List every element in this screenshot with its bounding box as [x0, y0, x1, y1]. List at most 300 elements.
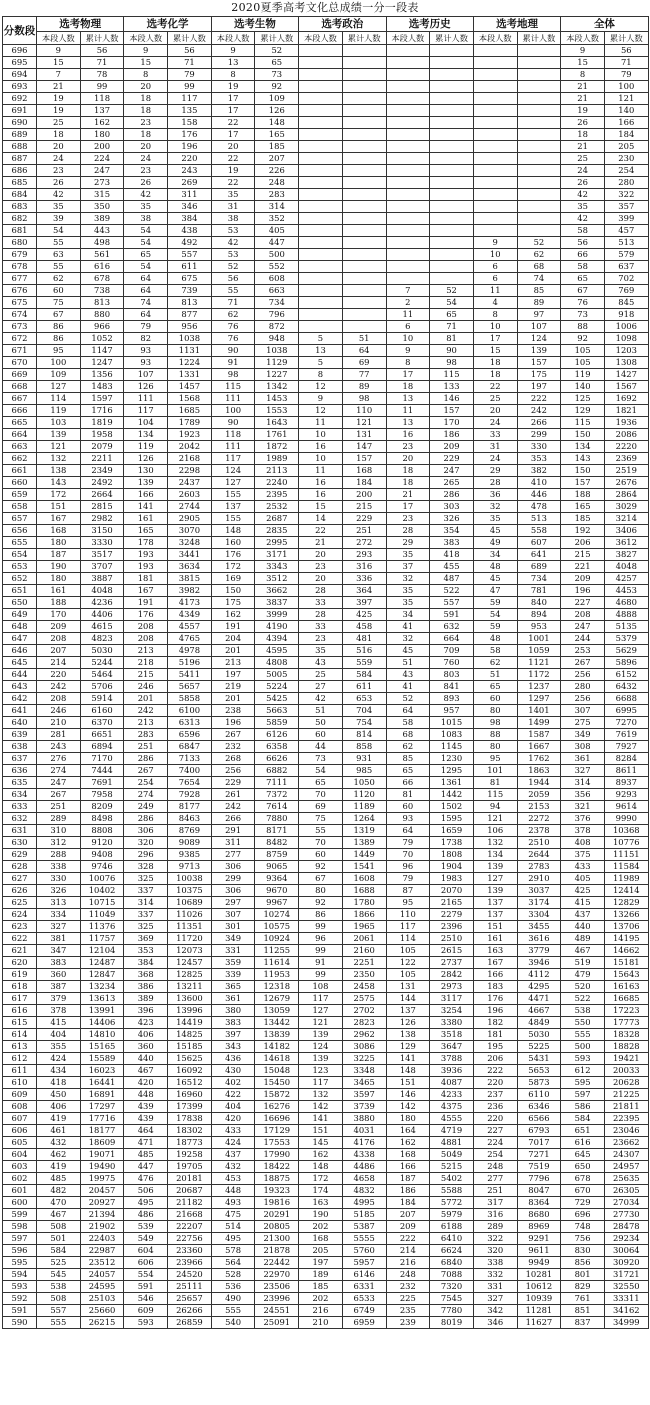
- count-cell: 174: [299, 1185, 343, 1197]
- count-cell: 146: [430, 393, 474, 405]
- score-cell: 663: [3, 441, 37, 453]
- count-cell: 25: [473, 393, 517, 405]
- count-cell: 2165: [430, 897, 474, 909]
- count-cell: 18609: [80, 1137, 124, 1149]
- count-cell: 7: [37, 69, 81, 81]
- count-cell: 45: [473, 525, 517, 537]
- count-cell: 215: [124, 669, 168, 681]
- score-cell: 641: [3, 705, 37, 717]
- count-cell: 197: [299, 1257, 343, 1269]
- count-cell: 320: [124, 837, 168, 849]
- table-row: [3, 837, 649, 849]
- count-cell: 32: [386, 573, 430, 585]
- count-cell: 18177: [80, 1125, 124, 1137]
- count-cell: 1597: [80, 393, 124, 405]
- count-cell: 6749: [342, 1305, 386, 1317]
- count-cell: 7780: [430, 1305, 474, 1317]
- count-cell: 33: [299, 621, 343, 633]
- count-cell: 201: [211, 693, 255, 705]
- count-cell: 19816: [255, 1197, 299, 1209]
- count-cell: 11255: [255, 945, 299, 957]
- count-cell: 6370: [80, 717, 124, 729]
- sub-header-count: 本段人数: [386, 32, 430, 45]
- count-cell: 464: [124, 1125, 168, 1137]
- count-cell: 166: [124, 489, 168, 501]
- count-cell: 419: [37, 1113, 81, 1125]
- count-cell: 3037: [517, 885, 561, 897]
- count-cell: 222: [473, 1065, 517, 1077]
- count-cell: 550: [561, 1017, 605, 1029]
- score-cell: 644: [3, 669, 37, 681]
- count-cell: 70: [299, 837, 343, 849]
- count-cell: 7017: [517, 1137, 561, 1149]
- count-cell: 12104: [80, 945, 124, 957]
- count-cell: 2702: [342, 1005, 386, 1017]
- count-cell: [299, 189, 343, 201]
- count-cell: [386, 213, 430, 225]
- count-cell: 1401: [517, 705, 561, 717]
- count-cell: 165: [561, 501, 605, 513]
- count-cell: 670: [561, 1185, 605, 1197]
- count-cell: 2395: [255, 489, 299, 501]
- table-row: [3, 1041, 649, 1053]
- count-cell: 280: [604, 177, 648, 189]
- count-cell: 5979: [430, 1209, 474, 1221]
- count-cell: 3788: [430, 1053, 474, 1065]
- score-cell: 627: [3, 873, 37, 885]
- count-cell: [430, 105, 474, 117]
- count-cell: 16092: [168, 1065, 212, 1077]
- count-cell: 5629: [604, 645, 648, 657]
- count-cell: 549: [124, 1233, 168, 1245]
- count-cell: 22442: [255, 1257, 299, 1269]
- count-cell: 520: [561, 981, 605, 993]
- count-cell: 31721: [604, 1269, 648, 1281]
- count-cell: 558: [517, 525, 561, 537]
- count-cell: [430, 213, 474, 225]
- count-cell: [342, 165, 386, 177]
- count-cell: 734: [517, 573, 561, 585]
- count-cell: 150: [561, 429, 605, 441]
- count-cell: 167: [124, 585, 168, 597]
- count-cell: 137: [80, 105, 124, 117]
- count-cell: 31: [473, 441, 517, 453]
- count-cell: 2835: [255, 525, 299, 537]
- count-cell: 18328: [604, 1029, 648, 1041]
- count-cell: 8937: [604, 777, 648, 789]
- count-cell: 85: [517, 285, 561, 297]
- count-cell: 353: [517, 453, 561, 465]
- score-cell: 694: [3, 69, 37, 81]
- count-cell: 208: [124, 633, 168, 645]
- score-cell: 669: [3, 369, 37, 381]
- count-cell: 22: [473, 381, 517, 393]
- score-cell: 595: [3, 1257, 37, 1269]
- count-cell: 73: [561, 309, 605, 321]
- count-cell: 193: [124, 561, 168, 573]
- count-cell: 739: [168, 285, 212, 297]
- count-cell: 26305: [604, 1185, 648, 1197]
- count-cell: [342, 309, 386, 321]
- count-cell: 325: [124, 873, 168, 885]
- count-cell: 1006: [604, 321, 648, 333]
- table-header: [3, 17, 649, 45]
- page-title: 2020夏季高考文化总成绩一分一段表: [231, 1, 419, 14]
- count-cell: 157: [517, 357, 561, 369]
- count-cell: 10076: [80, 873, 124, 885]
- count-cell: [517, 81, 561, 93]
- count-cell: 4557: [168, 621, 212, 633]
- count-cell: 1716: [80, 405, 124, 417]
- score-cell: 594: [3, 1269, 37, 1281]
- count-cell: 183: [473, 981, 517, 993]
- count-cell: 306: [211, 861, 255, 873]
- table-row: [3, 549, 649, 561]
- count-cell: [386, 189, 430, 201]
- count-cell: 21182: [168, 1197, 212, 1209]
- count-cell: [342, 177, 386, 189]
- count-cell: 48: [473, 633, 517, 645]
- count-cell: 133: [430, 381, 474, 393]
- table-row: [3, 561, 649, 573]
- count-cell: 338: [473, 1257, 517, 1269]
- count-cell: 13: [299, 345, 343, 357]
- count-cell: 28: [299, 609, 343, 621]
- count-cell: 20805: [255, 1221, 299, 1233]
- count-cell: 23512: [80, 1257, 124, 1269]
- count-cell: 25: [561, 153, 605, 165]
- count-cell: 58: [386, 717, 430, 729]
- count-cell: 557: [168, 249, 212, 261]
- count-cell: 437: [211, 1149, 255, 1161]
- count-cell: 593: [561, 1053, 605, 1065]
- count-cell: 180: [37, 573, 81, 585]
- count-cell: 2737: [430, 957, 474, 969]
- count-cell: 60: [386, 801, 430, 813]
- count-cell: 115: [473, 789, 517, 801]
- count-cell: [386, 93, 430, 105]
- count-cell: 5896: [604, 657, 648, 669]
- count-cell: 209: [386, 1221, 430, 1233]
- count-cell: 117: [168, 93, 212, 105]
- count-cell: 20033: [604, 1065, 648, 1077]
- count-cell: 314: [124, 897, 168, 909]
- count-cell: 11614: [255, 957, 299, 969]
- count-cell: 23: [124, 165, 168, 177]
- count-cell: 14662: [604, 945, 648, 957]
- count-cell: 8177: [168, 801, 212, 813]
- count-cell: 438: [168, 225, 212, 237]
- count-cell: 87: [386, 885, 430, 897]
- count-cell: 5914: [80, 693, 124, 705]
- count-cell: 446: [517, 489, 561, 501]
- count-cell: 162: [386, 1137, 430, 1149]
- count-cell: 8759: [255, 849, 299, 861]
- count-cell: 20: [473, 405, 517, 417]
- score-cell: 670: [3, 357, 37, 369]
- count-cell: 555: [37, 1317, 81, 1329]
- count-cell: [473, 213, 517, 225]
- count-cell: 948: [255, 333, 299, 345]
- count-cell: 17553: [255, 1137, 299, 1149]
- count-cell: 90: [211, 417, 255, 429]
- count-cell: 130: [124, 465, 168, 477]
- count-cell: 1659: [430, 825, 474, 837]
- count-cell: 8769: [168, 825, 212, 837]
- count-cell: 301: [211, 921, 255, 933]
- count-cell: [517, 177, 561, 189]
- count-cell: 597: [561, 1089, 605, 1101]
- count-cell: 3171: [255, 549, 299, 561]
- score-cell: 683: [3, 201, 37, 213]
- score-cell: 645: [3, 657, 37, 669]
- count-cell: 2982: [80, 513, 124, 525]
- count-cell: 299: [517, 429, 561, 441]
- count-cell: 595: [561, 1077, 605, 1089]
- count-cell: 769: [604, 285, 648, 297]
- count-cell: 176: [211, 549, 255, 561]
- count-cell: 21: [37, 81, 81, 93]
- count-cell: 3612: [604, 537, 648, 549]
- count-cell: 79: [124, 321, 168, 333]
- count-cell: 75: [299, 813, 343, 825]
- count-cell: 51: [342, 333, 386, 345]
- count-cell: 1568: [168, 393, 212, 405]
- count-cell: [342, 57, 386, 69]
- count-cell: 1688: [342, 885, 386, 897]
- count-cell: 91: [299, 957, 343, 969]
- count-cell: 10939: [517, 1293, 561, 1305]
- count-cell: 24307: [604, 1149, 648, 1161]
- count-cell: 162: [211, 609, 255, 621]
- count-cell: 6624: [430, 1245, 474, 1257]
- count-cell: 3634: [168, 561, 212, 573]
- count-cell: 86: [299, 909, 343, 921]
- count-cell: 106: [473, 825, 517, 837]
- count-cell: 36: [473, 489, 517, 501]
- count-cell: 142: [299, 1101, 343, 1113]
- count-cell: 7927: [604, 741, 648, 753]
- count-cell: 894: [517, 609, 561, 621]
- count-cell: 81: [473, 777, 517, 789]
- count-cell: 433: [561, 861, 605, 873]
- count-cell: 65: [473, 681, 517, 693]
- count-cell: 10: [473, 321, 517, 333]
- count-cell: 514: [211, 1221, 255, 1233]
- count-cell: 4978: [168, 645, 212, 657]
- count-cell: 13059: [255, 1005, 299, 1017]
- count-cell: 187: [386, 1173, 430, 1185]
- count-cell: 5244: [80, 657, 124, 669]
- count-cell: 1247: [80, 357, 124, 369]
- sub-header-cumulative: 累计人数: [255, 32, 299, 45]
- count-cell: 4849: [517, 1017, 561, 1029]
- count-cell: 39: [37, 213, 81, 225]
- count-cell: 13234: [80, 981, 124, 993]
- count-cell: 1958: [80, 429, 124, 441]
- count-cell: 8611: [604, 765, 648, 777]
- score-cell: 650: [3, 597, 37, 609]
- count-cell: 11627: [517, 1317, 561, 1329]
- count-cell: 99: [80, 81, 124, 93]
- count-cell: 4486: [342, 1161, 386, 1173]
- count-cell: 31: [211, 201, 255, 213]
- count-cell: 12318: [255, 981, 299, 993]
- count-cell: 58: [561, 261, 605, 273]
- count-cell: [299, 213, 343, 225]
- count-cell: 196: [168, 141, 212, 153]
- count-cell: 73: [255, 69, 299, 81]
- count-cell: 6313: [168, 717, 212, 729]
- count-cell: 235: [386, 1305, 430, 1317]
- count-cell: [342, 129, 386, 141]
- count-cell: 349: [211, 933, 255, 945]
- count-cell: 53: [211, 225, 255, 237]
- count-cell: 226: [255, 165, 299, 177]
- count-cell: 325: [124, 921, 168, 933]
- count-cell: 210: [37, 717, 81, 729]
- count-cell: 18875: [255, 1173, 299, 1185]
- count-cell: 306: [124, 825, 168, 837]
- count-cell: 89: [517, 297, 561, 309]
- count-cell: 501: [37, 1233, 81, 1245]
- count-cell: 139: [299, 1053, 343, 1065]
- score-cell: 631: [3, 825, 37, 837]
- count-cell: 320: [473, 1245, 517, 1257]
- count-cell: 6533: [342, 1293, 386, 1305]
- count-cell: 111: [211, 441, 255, 453]
- count-cell: 18: [124, 93, 168, 105]
- sub-header-count: 本段人数: [473, 32, 517, 45]
- count-cell: 216: [386, 1257, 430, 1269]
- count-cell: 3779: [517, 945, 561, 957]
- score-cell: 661: [3, 465, 37, 477]
- count-cell: 4112: [517, 969, 561, 981]
- count-cell: 21: [299, 537, 343, 549]
- table-row: [3, 597, 649, 609]
- score-cell: 687: [3, 153, 37, 165]
- count-cell: 525: [37, 1257, 81, 1269]
- count-cell: 8364: [517, 1197, 561, 1209]
- count-cell: 2168: [168, 453, 212, 465]
- count-cell: 8: [124, 69, 168, 81]
- count-cell: 63: [37, 249, 81, 261]
- count-cell: 20: [299, 573, 343, 585]
- count-cell: 213: [211, 657, 255, 669]
- count-cell: 242: [124, 705, 168, 717]
- count-cell: 197: [211, 669, 255, 681]
- count-cell: 1567: [604, 381, 648, 393]
- count-cell: 19: [561, 105, 605, 117]
- count-cell: 202: [299, 1221, 343, 1233]
- count-cell: 397: [342, 597, 386, 609]
- count-cell: 43: [299, 657, 343, 669]
- table-row: [3, 645, 649, 657]
- count-cell: 350: [80, 201, 124, 213]
- count-cell: 813: [168, 297, 212, 309]
- count-cell: 1502: [430, 801, 474, 813]
- count-cell: 378: [561, 825, 605, 837]
- count-cell: 162: [299, 1149, 343, 1161]
- count-cell: 3512: [255, 573, 299, 585]
- count-cell: 20: [37, 141, 81, 153]
- count-cell: 59: [473, 621, 517, 633]
- count-cell: 637: [604, 261, 648, 273]
- count-cell: 32550: [604, 1281, 648, 1293]
- count-cell: 68: [386, 729, 430, 741]
- score-cell: 599: [3, 1209, 37, 1221]
- count-cell: 6146: [342, 1269, 386, 1281]
- count-cell: 3254: [430, 1005, 474, 1017]
- count-cell: 22403: [80, 1233, 124, 1245]
- count-cell: 193: [124, 549, 168, 561]
- count-cell: 364: [342, 585, 386, 597]
- count-cell: 956: [168, 321, 212, 333]
- count-cell: [473, 189, 517, 201]
- count-cell: 4176: [342, 1137, 386, 1149]
- count-cell: 3815: [168, 573, 212, 585]
- count-cell: 117: [299, 993, 343, 1005]
- count-cell: 138: [37, 465, 81, 477]
- count-cell: 65: [386, 765, 430, 777]
- count-cell: 208: [561, 609, 605, 621]
- count-cell: 248: [386, 1269, 430, 1281]
- count-cell: 2378: [517, 825, 561, 837]
- count-cell: 76: [561, 297, 605, 309]
- count-cell: 10375: [168, 885, 212, 897]
- count-cell: 851: [561, 1305, 605, 1317]
- count-cell: 27730: [604, 1209, 648, 1221]
- count-cell: 251: [37, 801, 81, 813]
- count-cell: 1189: [342, 801, 386, 813]
- count-cell: 15: [299, 501, 343, 513]
- count-cell: 51: [386, 657, 430, 669]
- count-cell: 3150: [80, 525, 124, 537]
- count-cell: [342, 273, 386, 285]
- count-cell: 11026: [168, 909, 212, 921]
- count-cell: [386, 105, 430, 117]
- count-cell: 608: [255, 273, 299, 285]
- count-cell: 23: [386, 513, 430, 525]
- count-cell: 9990: [604, 813, 648, 825]
- count-cell: 830: [561, 1245, 605, 1257]
- table-row: [3, 261, 649, 273]
- count-cell: 26: [561, 117, 605, 129]
- score-cell: 677: [3, 273, 37, 285]
- count-cell: 132: [473, 837, 517, 849]
- count-cell: 314: [255, 201, 299, 213]
- count-cell: 2251: [342, 957, 386, 969]
- count-cell: [473, 105, 517, 117]
- count-cell: 52: [211, 261, 255, 273]
- count-cell: 552: [255, 261, 299, 273]
- count-cell: 4658: [342, 1173, 386, 1185]
- count-cell: 2153: [517, 801, 561, 813]
- count-cell: 19: [211, 165, 255, 177]
- count-cell: 493: [211, 1197, 255, 1209]
- count-cell: 406: [124, 1029, 168, 1041]
- count-cell: 93: [124, 357, 168, 369]
- count-cell: 1449: [342, 849, 386, 861]
- count-cell: 2510: [517, 837, 561, 849]
- count-cell: 224: [80, 153, 124, 165]
- count-cell: 343: [211, 1041, 255, 1053]
- count-cell: 675: [168, 273, 212, 285]
- count-cell: 8: [561, 69, 605, 81]
- count-cell: 4471: [517, 993, 561, 1005]
- table-row: [3, 45, 649, 57]
- count-cell: 19323: [255, 1185, 299, 1197]
